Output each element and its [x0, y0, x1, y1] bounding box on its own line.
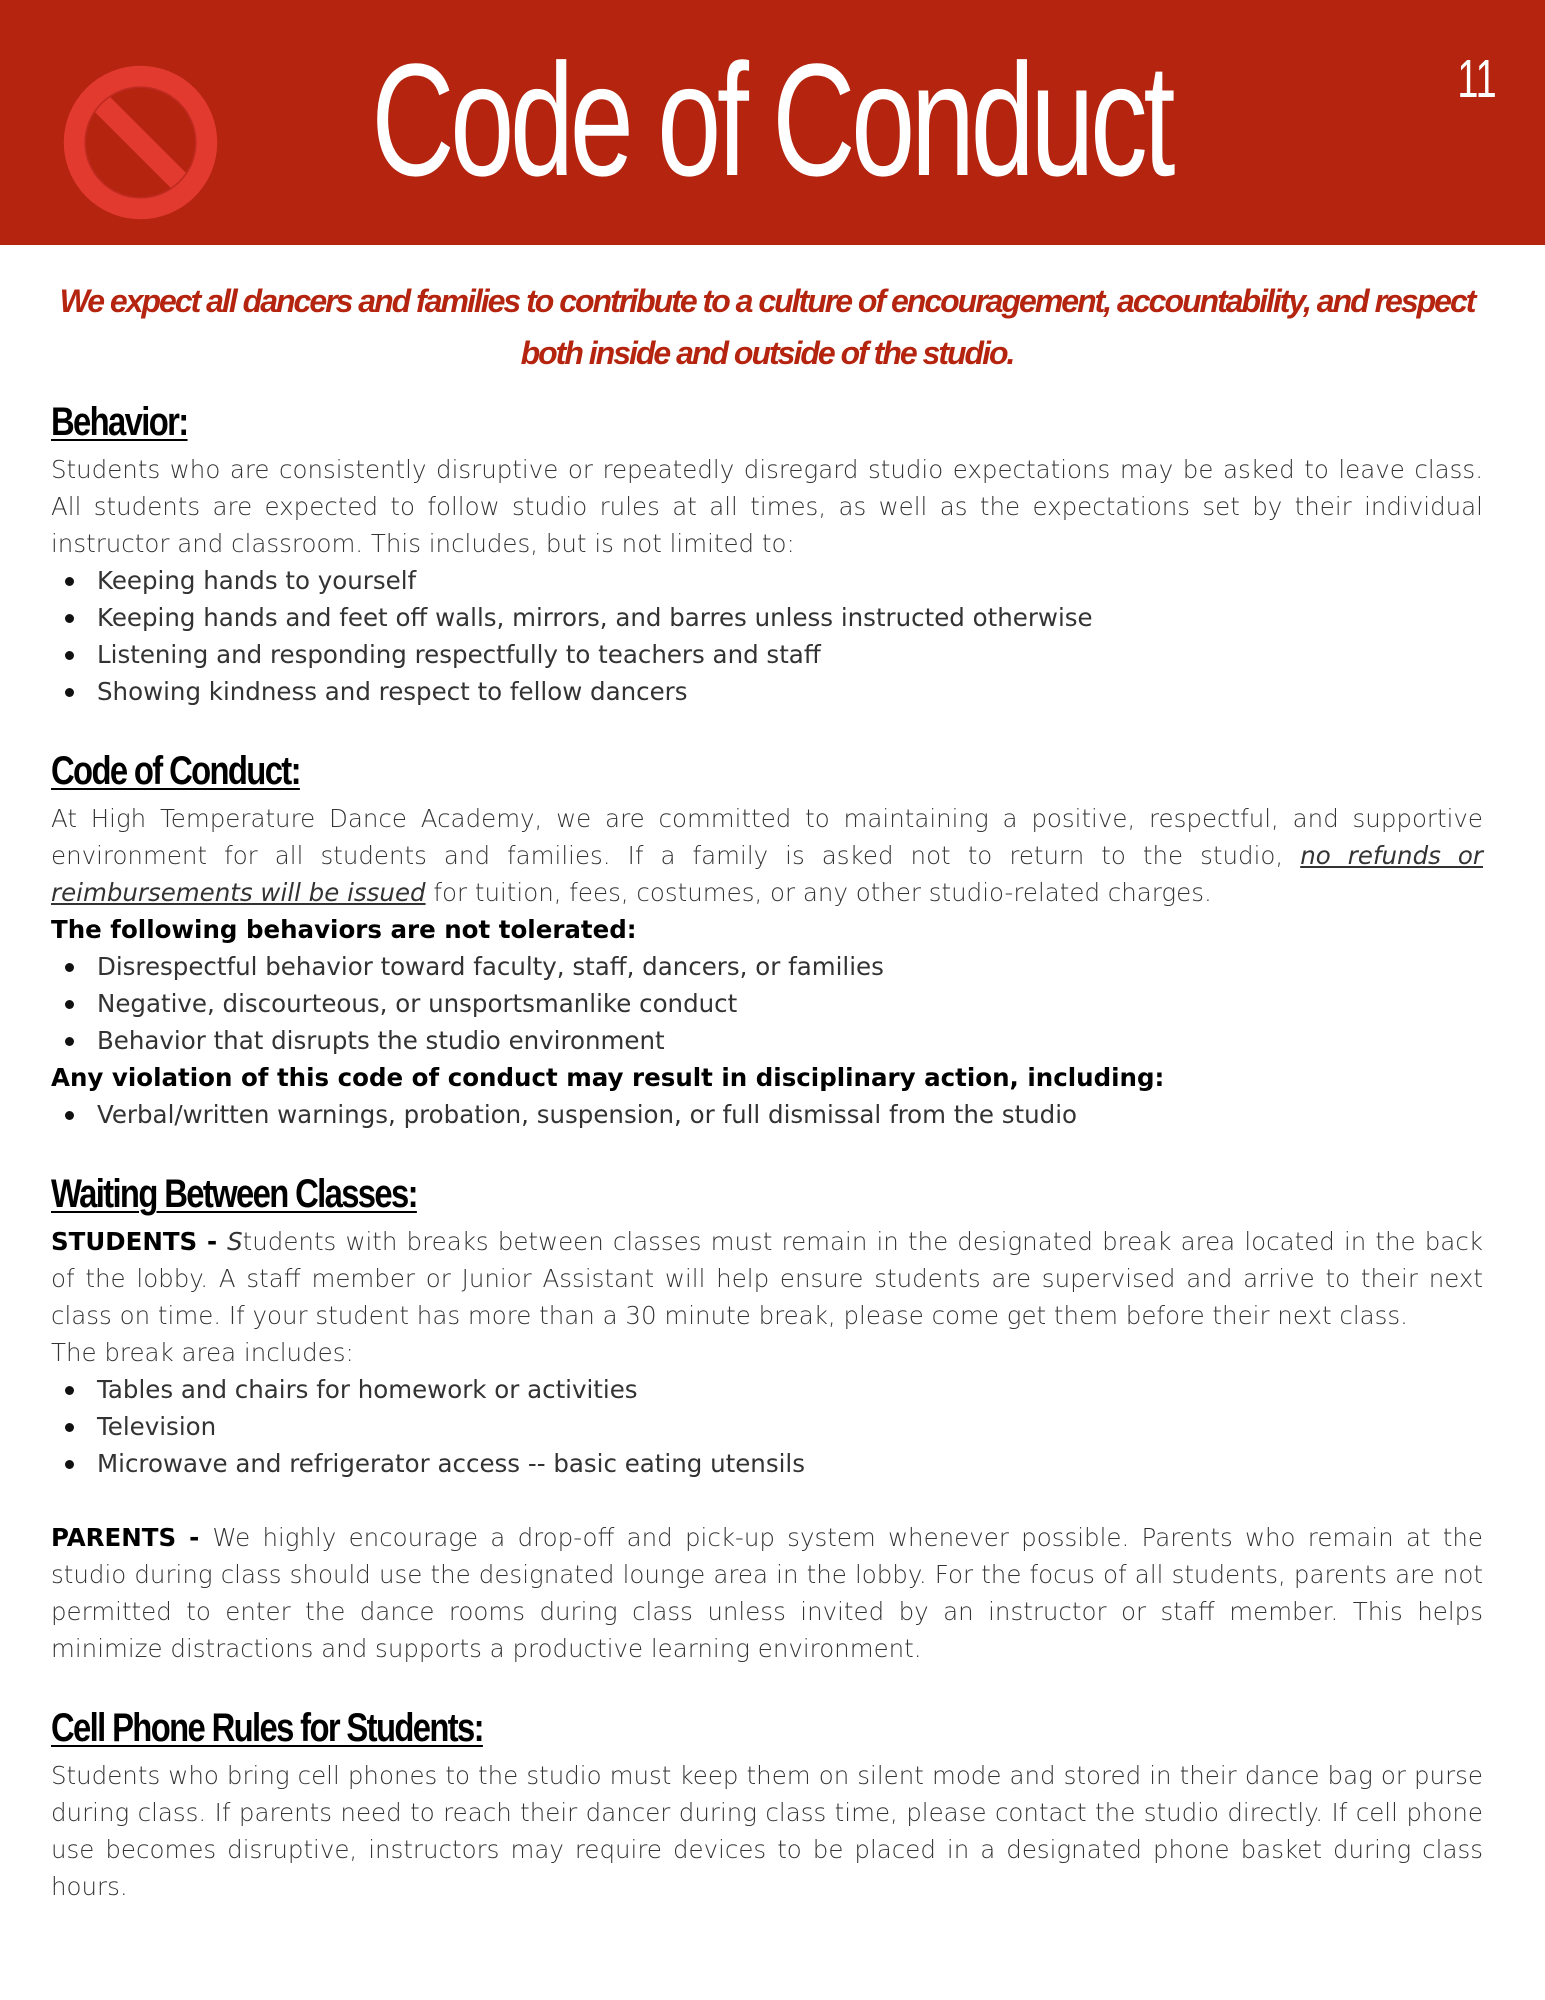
students-label: STUDENTS -	[51, 1227, 228, 1256]
students-paragraph	[51, 1223, 1483, 1334]
behavior-heading: Behavior:	[51, 400, 188, 444]
conduct-section	[51, 742, 1483, 1133]
parents-label: PARENTS -	[51, 1523, 213, 1552]
conduct-paragraph-start: At High Temperature Dance Academy, we are committed to maintaining a positive, respectful, and supportive environment for all students and families. If a family is asked not to return to the studio,	[51, 804, 1483, 870]
list-item: Tables and chairs for homework or activities	[51, 1371, 1483, 1408]
page-header	[0, 0, 1545, 245]
page-title: Code of Conduct	[371, 30, 1172, 209]
page-content	[51, 245, 1483, 1905]
page-number: 11	[1457, 49, 1497, 109]
phones-paragraph: Students who bring cell phones to the studio must keep them on silent mode and stored in their dance bag or purse during class. If parents need to reach their dancer during class time, please contact the studio directly. If cell phone use becomes disruptive, instructors may require devices to be placed in a designated phone basket during class hours.	[51, 1761, 1483, 1901]
students-first-letter: S	[227, 1227, 243, 1256]
behavior-paragraph: Students who are consistently disruptive or repeatedly disregard studio expectations may be asked to leave class. All students are expected to follow studio rules at all times, as well as the expectations set by their individual instructor and classroom. This includes, but is not limited to:	[51, 455, 1483, 558]
break-area-intro: The break area includes:	[51, 1338, 354, 1367]
waiting-section	[51, 1165, 1483, 1667]
tagline: We expect all dancers and families to contribute to a culture of encouragement, accountability, and respect both inside and outside of the studio.	[59, 283, 1475, 371]
break-area-list	[51, 1371, 1483, 1482]
parents-text: We highly encourage a drop-off and pick-up system whenever possible. Parents who remain at the studio during class should use the designated lounge area in the lobby. For the focus of all students, parents are not permitted to enter the dance rooms during class unless invited by an instructor or staff member. This helps minimize distractions and supports a productive learning environment.	[51, 1523, 1483, 1663]
not-tolerated-heading: The following behaviors are not tolerated:	[51, 915, 637, 944]
not-tolerated-list	[51, 948, 1483, 1059]
prohibited-icon	[58, 60, 223, 225]
list-item: Television	[51, 1408, 1483, 1445]
list-item: Showing kindness and respect to fellow dancers	[51, 673, 1483, 710]
list-item: Keeping hands and feet off walls, mirrors, and barres unless instructed otherwise	[51, 599, 1483, 636]
conduct-paragraph-end: for tuition, fees, costumes, or any other studio-related charges.	[425, 878, 1212, 907]
list-item: Listening and responding respectfully to teachers and staff	[51, 636, 1483, 673]
phones-heading: Cell Phone Rules for Students:	[51, 1706, 483, 1750]
list-item: Disrespectful behavior toward faculty, staff, dancers, or families	[51, 948, 1483, 985]
conduct-heading: Code of Conduct:	[51, 749, 300, 793]
list-item: Verbal/written warnings, probation, suspension, or full dismissal from the studio	[51, 1096, 1483, 1133]
violation-list	[51, 1096, 1483, 1133]
parents-paragraph	[51, 1519, 1483, 1667]
list-item: Keeping hands to yourself	[51, 562, 1483, 599]
conduct-paragraph	[51, 800, 1483, 911]
behavior-section	[51, 393, 1483, 710]
violation-heading: Any violation of this code of conduct may result in disciplinary action, including:	[51, 1063, 1165, 1092]
list-item: Negative, discourteous, or unsportsmanlike conduct	[51, 985, 1483, 1022]
behavior-list	[51, 562, 1483, 710]
students-text: tudents with breaks between classes must remain in the designated break area located in the back of the lobby. A staff member or Junior Assistant will help ensure students are supervised and arrive to their next class on time. If your student has more than a 30 minute break, please come get them before their next class.	[51, 1227, 1483, 1330]
list-item: Microwave and refrigerator access -- basic eating utensils	[51, 1445, 1483, 1482]
waiting-heading: Waiting Between Classes:	[51, 1172, 417, 1216]
no-refunds-emphasis: no refunds or reimbursements will be issued	[51, 841, 1483, 907]
list-item: Behavior that disrupts the studio environment	[51, 1022, 1483, 1059]
phones-section	[51, 1699, 1483, 1905]
